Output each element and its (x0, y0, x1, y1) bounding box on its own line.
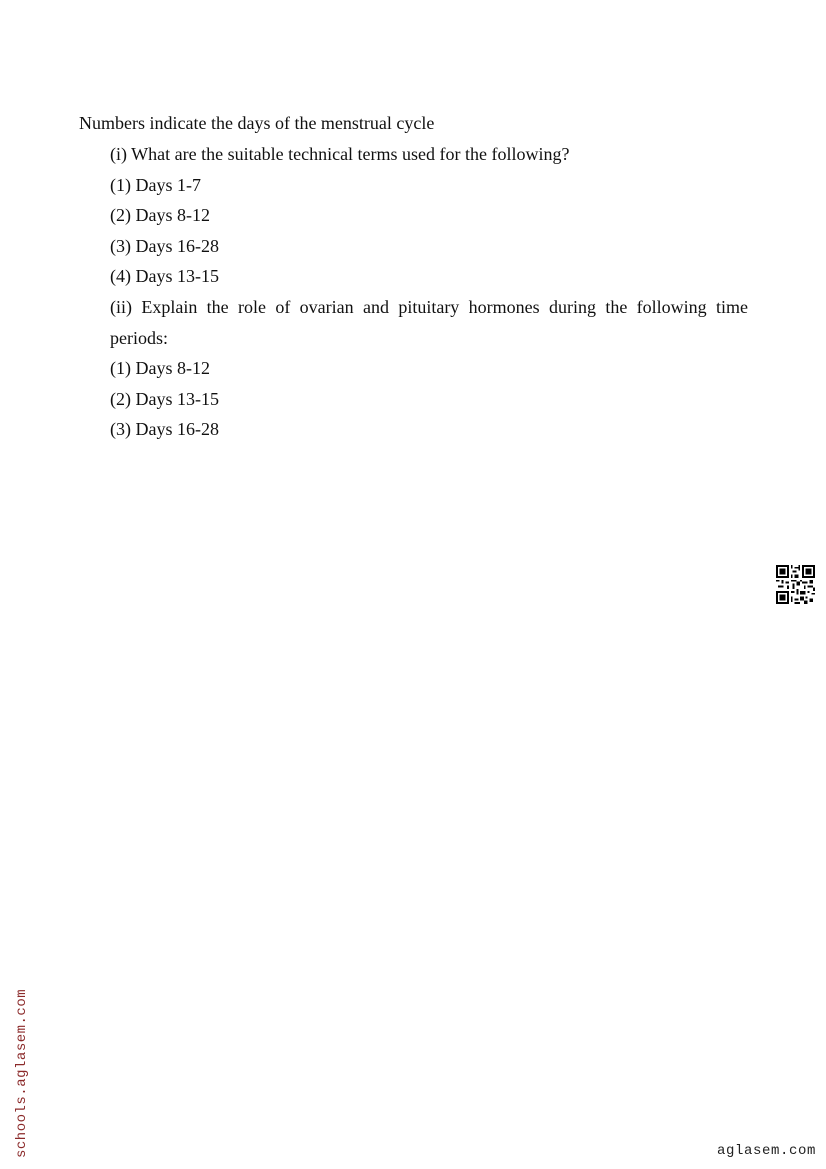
intro-text: Numbers indicate the days of the menstrual cycle (79, 113, 435, 133)
footer-watermark: aglasem.com (716, 1143, 816, 1159)
part-i-item-2: (2) Days 8-12 (110, 205, 210, 226)
side-watermark: schools.aglasem.com (14, 988, 30, 1158)
question-block (110, 142, 748, 448)
part-i-question: (i) What are the suitable technical terms used for the following? (110, 144, 570, 164)
qr-code-icon (776, 565, 815, 604)
part-ii-question-line-1: (ii) Explain the role of ovarian and pituitary hormones during the following time (110, 296, 748, 317)
part-i-item-1: (1) Days 1-7 (110, 174, 201, 195)
part-ii-item-2: (2) Days 13-15 (110, 388, 219, 409)
part-ii-item-3: (3) Days 16-28 (110, 419, 219, 440)
part-ii-question-line-2: periods: (110, 327, 168, 348)
part-ii-item-1: (1) Days 8-12 (110, 358, 210, 379)
part-i-item-4: (4) Days 13-15 (110, 266, 219, 287)
part-i-item-3: (3) Days 16-28 (110, 235, 219, 256)
